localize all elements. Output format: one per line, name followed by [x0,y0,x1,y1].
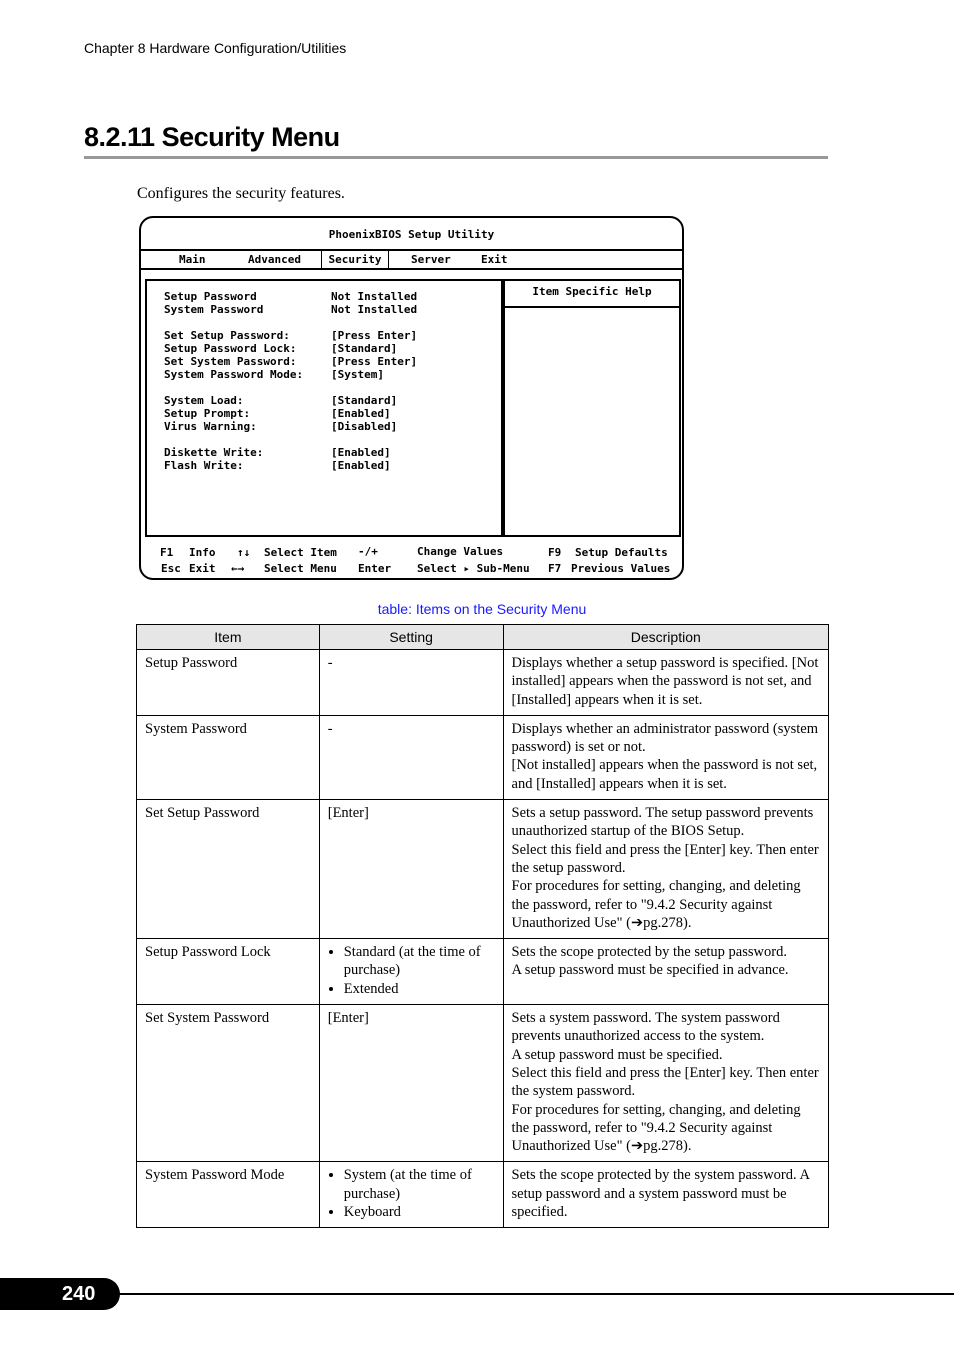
items-table [136,624,829,1228]
description-cell: Sets the scope protected by the system password. A setup password and a system password must be specified. [503,1162,828,1228]
table-row [137,715,829,799]
bios-row[interactable]: Set Setup Password: [Press Enter] [164,329,418,342]
setting-option: • System (at the time of purchase) [344,1166,495,1203]
header-setting: Setting [319,625,503,650]
bios-row[interactable]: Setup Prompt: [Enabled] [164,407,391,420]
select-menu-label: Select Menu [264,562,337,575]
bios-row[interactable]: Virus Warning: [Disabled] [164,420,398,433]
header-item: Item [137,625,320,650]
table-header-row [137,625,829,650]
previous-values-label: Previous Values [571,562,671,575]
description-cell: Sets a system password. The system password prevents unauthorized access to the system. A setup password must be specified. Select this field and press the [Enter] key. Then enter the system password. For procedures for setting, changing, and deleting the password, refer to "9.4.2 Security against Unauthorized Use" (➔pg.278). [503,1005,828,1162]
page-number: 240 [0,1278,120,1310]
bottom-rule [110,1293,954,1295]
table-row [137,1005,829,1162]
bios-row[interactable]: Flash Write: [Enabled] [164,459,391,472]
help-title: Item Specific Help [505,281,679,308]
item-cell: Setup Password [137,650,320,716]
bios-row[interactable]: System Password Mode: [System] [164,368,384,381]
enter-key: Enter [358,562,392,575]
key-esc: Esc [161,562,181,575]
description-cell: Displays whether a setup password is specified. [Not installed] appears when the password is not set, and [Installed] appears when it is set. [503,650,828,716]
bios-menu-security[interactable]: Security [321,251,389,268]
description-cell: Sets the scope protected by the setup password. A setup password must be specified in advance. [503,939,828,1005]
leftright-arrows-icon: ←→ [231,562,245,575]
title-rule [84,156,828,159]
bios-menu-exit[interactable]: Exit [481,253,508,266]
bios-row[interactable]: Setup Password Not Installed [164,290,418,303]
bios-menu-main[interactable]: Main [179,253,206,266]
setting-cell [319,939,503,1005]
key-f9: F9 [548,546,562,559]
setup-defaults-label: Setup Defaults [575,546,668,559]
setting-cell: - [319,715,503,799]
table-row [137,1162,829,1228]
description-cell: Displays whether an administrator password (system password) is set or not. [Not installed] appears when the password is not set, and [Installed] appears when it is set. [503,715,828,799]
table-row [137,650,829,716]
item-cell: System Password [137,715,320,799]
setting-cell: [Enter] [319,1005,503,1162]
bios-help-panel [503,279,681,537]
section-title: 8.2.11 Security Menu [84,122,340,152]
item-cell: Setup Password Lock [137,939,320,1005]
item-cell: Set Setup Password [137,800,320,939]
key-f1: F1 [160,546,174,559]
setting-cell: [Enter] [319,800,503,939]
bios-row[interactable]: System Load: [Standard] [164,394,398,407]
bios-menubar [141,249,682,270]
minus-plus-key: -/+ [358,545,378,558]
key-exit-label: Exit [189,562,216,575]
bios-row[interactable]: System Password Not Installed [164,303,418,316]
select-submenu-label: Select ▸ Sub-Menu [417,562,530,575]
item-cell: System Password Mode [137,1162,320,1228]
bios-menu-advanced[interactable]: Advanced [248,253,301,266]
setting-option: • Extended [344,980,495,998]
description-cell: Sets a setup password. The setup password prevents unauthorized startup of the BIOS Setup. Select this field and press the [Enter] key. Then enter the setup password. For procedures for setting, changing, and deleting the password, refer to "9.4.2 Security against Unauthorized Use" (➔pg.278). [503,800,828,939]
bios-row[interactable]: Set System Password: [Press Enter] [164,355,418,368]
bios-row[interactable]: Setup Password Lock: [Standard] [164,342,398,355]
setting-option: • Keyboard [344,1203,495,1221]
item-cell: Set System Password [137,1005,320,1162]
change-values-label: Change Values [417,545,504,558]
table-caption: table: Items on the Security Menu [377,601,587,617]
key-f7: F7 [548,562,562,575]
bios-title: PhoenixBIOS Setup Utility [328,228,495,241]
bios-settings-panel [145,279,503,537]
setting-option: • Standard (at the time of purchase) [344,943,495,980]
bios-screen [139,216,684,580]
key-info-label: Info [189,546,216,559]
bios-menu-server[interactable]: Server [411,253,451,266]
setting-cell [319,1162,503,1228]
bios-row[interactable]: Diskette Write: [Enabled] [164,446,391,459]
chapter-header: Chapter 8 Hardware Configuration/Utilities [84,40,347,56]
intro-text: Configures the security features. [137,185,345,202]
updown-arrows-icon: ↑↓ [237,546,251,559]
select-item-label: Select Item [264,546,337,559]
header-description: Description [503,625,828,650]
table-row [137,939,829,1005]
setting-cell: - [319,650,503,716]
table-row [137,800,829,939]
